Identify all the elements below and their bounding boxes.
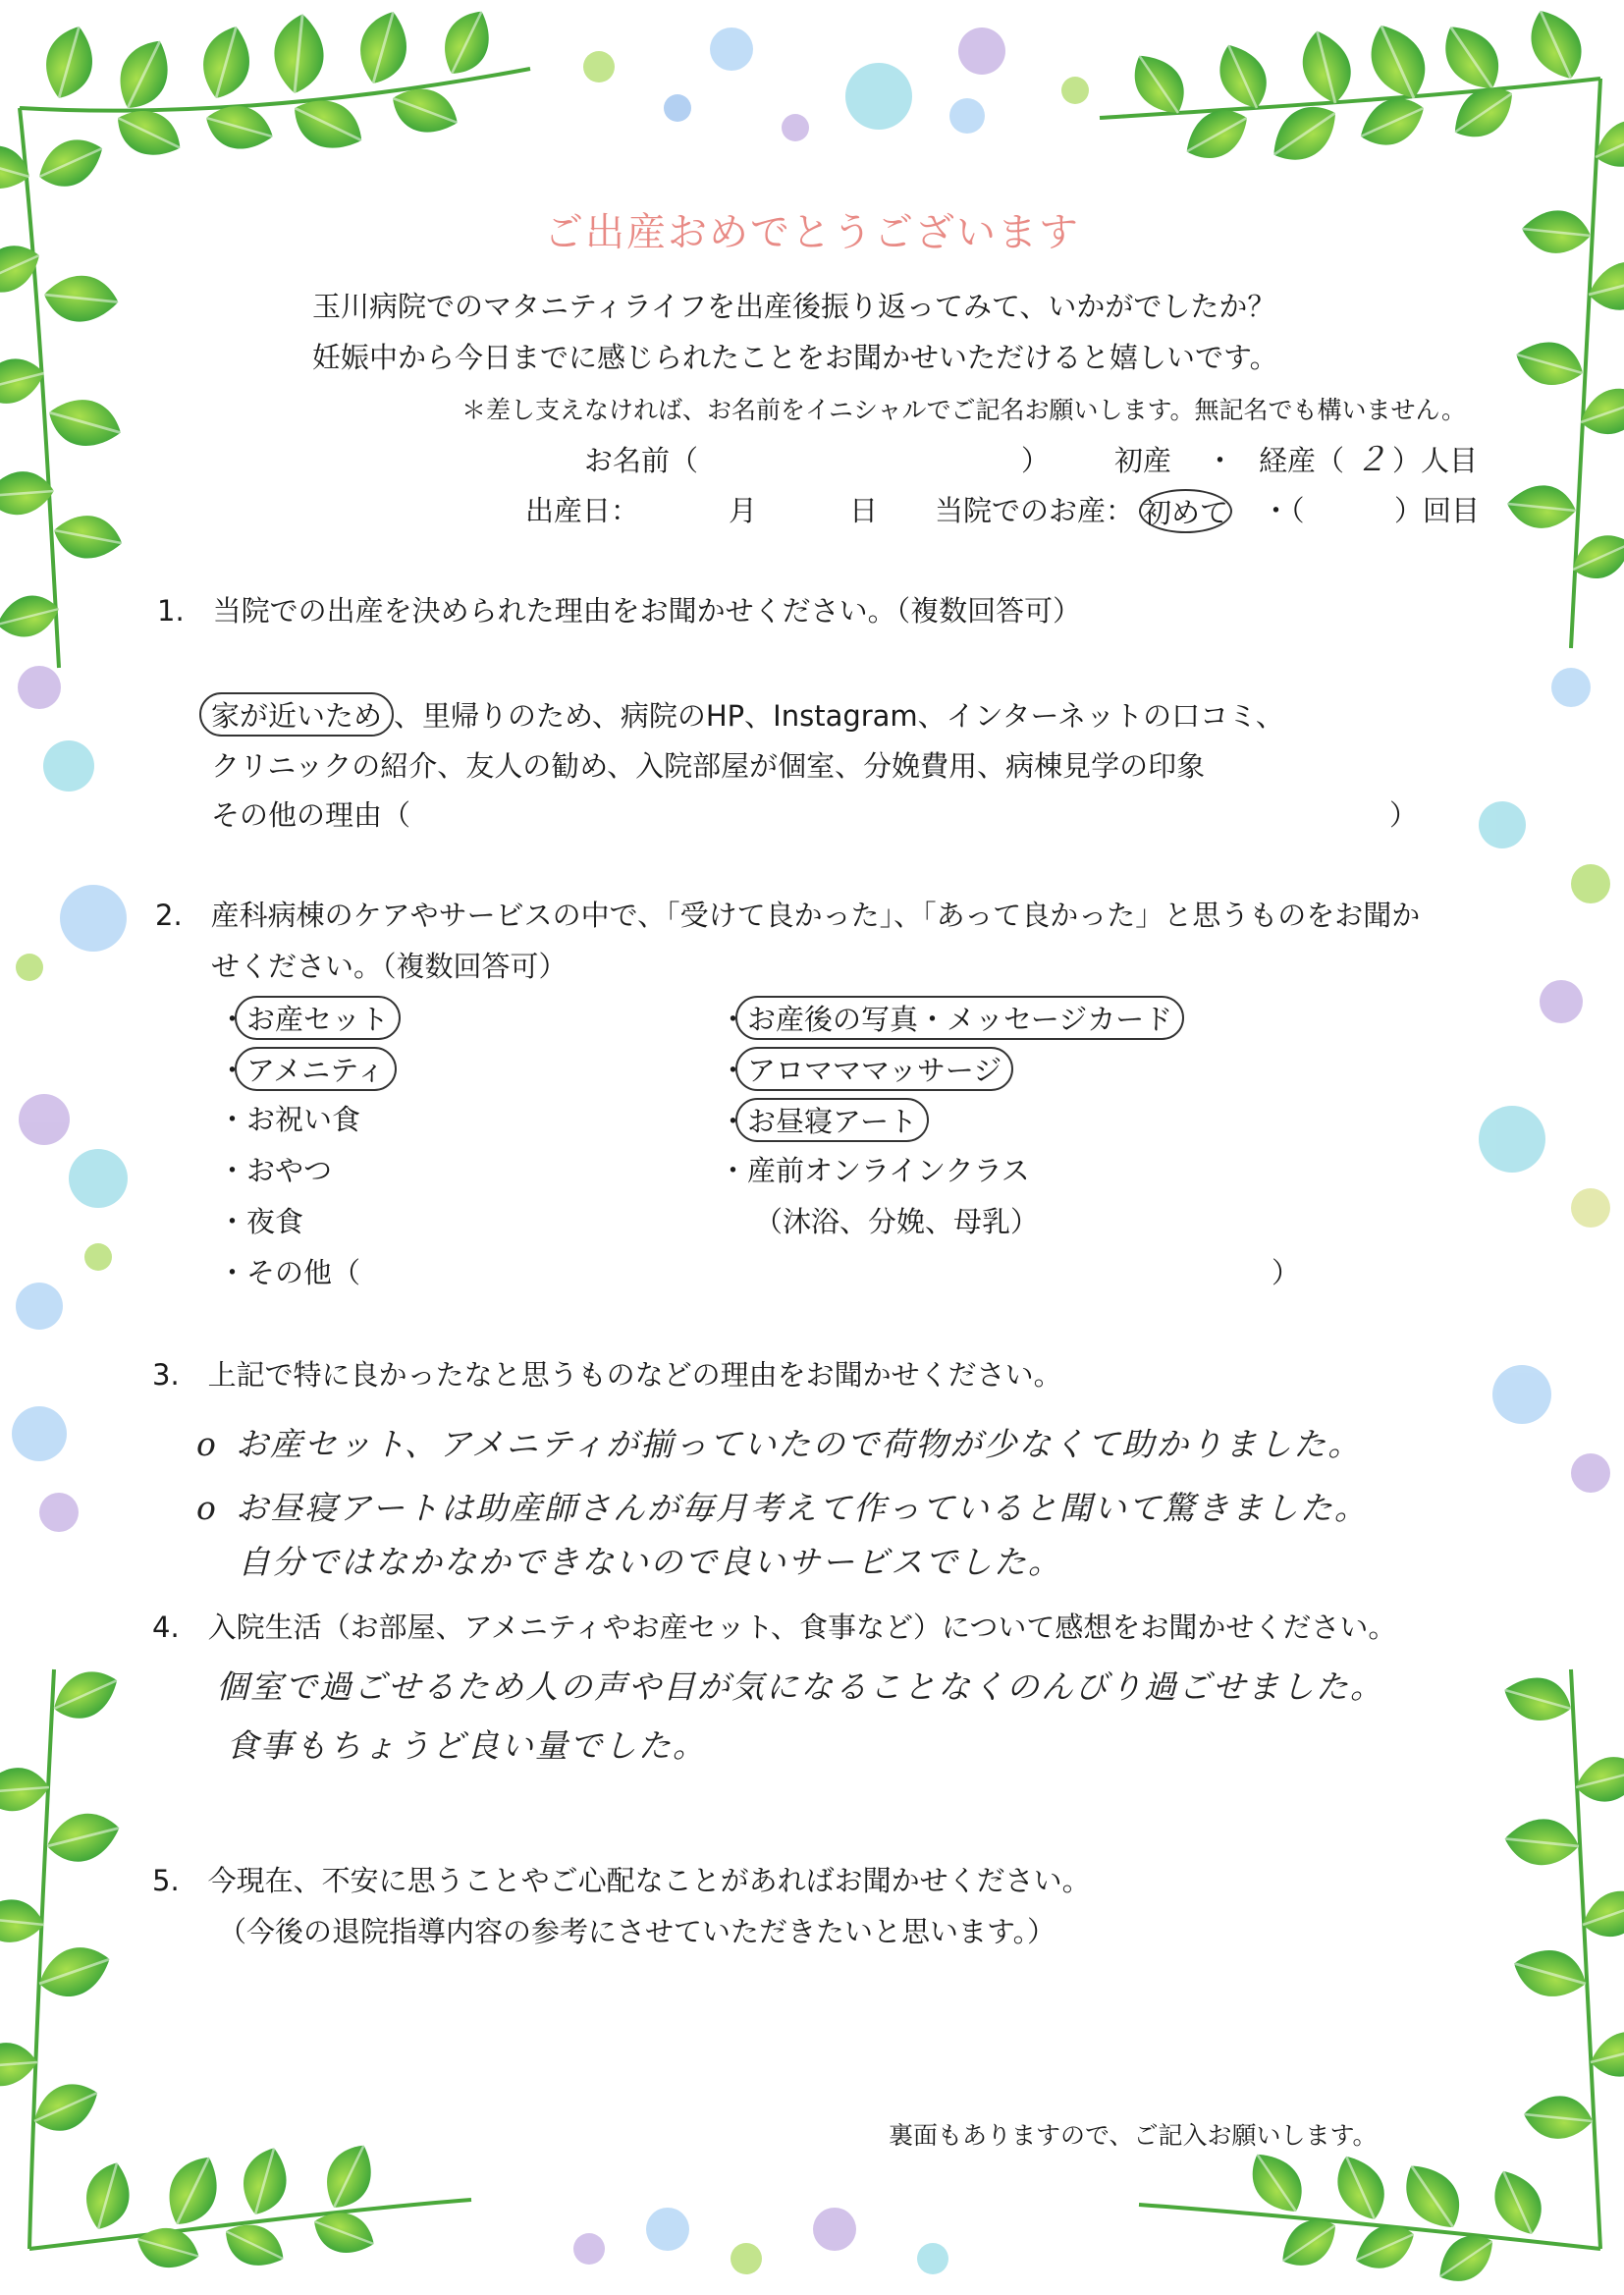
q1-other-label: その他の理由（ [211,798,411,832]
q1-question: 1. 当院での出産を決められた理由をお聞かせください。（複数回答可） [157,594,1082,628]
q3-answer-line-2: o お昼寝アートは助産師さんが毎月考えて作っていると聞いて驚きました。 [196,1489,1369,1527]
q3-answer-line-1: o お産セット、アメニティが揃っていたので荷物が少なくて助かりました。 [196,1425,1363,1463]
q2-question-line-1: 2. 産科病棟のケアやサービスの中で、「受けて良かった」、「あって良かった」と思うものをお聞か [155,899,1421,932]
q1-options-line-2: クリニックの紹介、友人の勧め、入院部屋が個室、分娩費用、病棟見学の印象 [211,749,1206,783]
q2-question-line-2: せください。（複数回答可） [211,950,568,983]
q1-options-line-1 [211,692,1284,737]
q4-answer-line-2: 食事もちょうど良い量でした。 [226,1726,707,1765]
q1-options-rest: 、里帰りのため、病院のHP、Instagram、インターネットの口コミ、 [394,699,1284,733]
q5-subtext: （今後の退院指導内容の参考にさせていただきたいと思います。） [218,1915,1056,1948]
intro-note: ＊差し支えなければ、お名前をイニシャルでご記名お願いします。無記名でも構いません。 [461,396,1467,424]
hospital-times-suffix: ）回目 [1394,494,1481,527]
multi-birth-option: 経産（ [1259,444,1345,477]
name-close: ） [1021,444,1051,477]
multi-birth-suffix: ）人目 [1392,444,1479,477]
q4-question: 4. 入院生活（お部屋、アメニティやお産セット、食事など）について感想をお聞かせください。 [152,1611,1397,1644]
q2-option-online-class: ・産前オンラインクラス [719,1154,1030,1187]
hospital-times-open: ・（ [1262,494,1305,527]
first-birth-option: 初産 [1114,444,1172,477]
page-title: ご出産おめでとうございます [544,210,1080,255]
q2-option-photo-card: ・お産後の写真・メッセージカード [719,996,1184,1040]
hospital-first-circle: 初めて [1139,489,1232,533]
q3-answer-line-3: 自分ではなかなかできないので良いサービスでした。 [238,1543,1062,1581]
multi-birth-count: ２ [1355,440,1389,478]
q2-option-aroma-massage: ・アロマママッサージ [719,1047,1013,1091]
q2-other-label: ・その他（ [218,1256,361,1289]
q3-question: 3. 上記で特に良かったなと思うものなどの理由をお聞かせください。 [152,1358,1062,1392]
parity-dot: ・ [1206,444,1235,477]
birth-date-label: 出産日： [525,494,640,527]
hospital-birth-label: 当院でのお産： [935,494,1135,527]
q2-option-night-meal: ・夜食 [218,1205,304,1238]
q2-online-class-sub: （沐浴、分娩、母乳） [754,1205,1040,1238]
birth-day-label: 日 [849,494,879,527]
intro-line-1: 玉川病院でのマタニティライフを出産後振り返ってみて、いかがでしたか？ [312,290,1276,323]
footer-note: 裏面もありますので、ご記入お願いします。 [889,2121,1378,2150]
q5-question: 5. 今現在、不安に思うことやご心配なことがあればお聞かせください。 [152,1864,1091,1897]
hospital-first-option [1139,489,1232,533]
leaf-vine-bottom-right [1139,1667,1624,2291]
q2-other-close: ） [1272,1256,1301,1289]
birth-month-label: 月 [729,494,758,527]
q4-answer-line-1: 個室で過ごせるため人の声や目が気になることなくのんびり過ごせました。 [216,1667,1384,1706]
intro-line-2: 妊娠中から今日までに感じられたことをお聞かせいただけると嬉しいです。 [312,341,1278,374]
q2-option-birth-set: ・お産セット [218,996,401,1040]
name-label: お名前（ [584,444,699,477]
q2-option-amenity: ・アメニティ [218,1047,397,1091]
q2-option-snack: ・おやつ [218,1154,333,1187]
q1-selected-option: 家が近いため [199,692,394,737]
q2-option-nap-art: ・お昼寝アート [719,1098,929,1142]
q1-other-close: ） [1389,798,1419,832]
q2-option-celebration-meal: ・お祝い食 [218,1103,361,1136]
